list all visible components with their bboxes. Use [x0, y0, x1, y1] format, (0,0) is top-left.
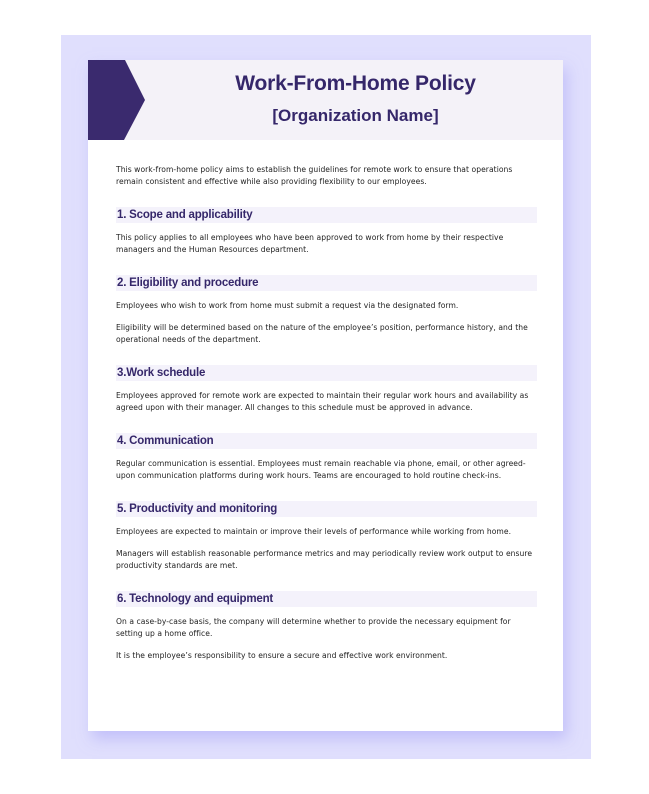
section-paragraph: Regular communication is essential. Employees must remain reachable via phone, email, or other agreed-upon communication platforms during work hours. Teams are encouraged to hold routine check-ins. [116, 459, 526, 480]
section-paragraph: Eligibility will be determined based on the nature of the employee’s position, performance history, and the operational needs of the department. [116, 323, 528, 344]
document-title: Work-From-Home Policy [235, 72, 476, 95]
section-paragraph: It is the employee’s responsibility to ensure a secure and effective work environment. [116, 651, 448, 660]
section-paragraph: On a case-by-case basis, the company will determine whether to provide the necessary equipment for setting up a home office. [116, 617, 511, 638]
section-paragraph: This policy applies to all employees who have been approved to work from home by their respective managers and the Human Resources department. [116, 233, 504, 254]
section-eligibility [116, 275, 537, 346]
section-paragraph: Employees approved for remote work are expected to maintain their regular work hours and availability as agreed upon with their manager. All changes to this schedule must be approved in advance. [116, 391, 529, 412]
section-paragraph: Managers will establish reasonable performance metrics and may periodically review work output to ensure productivity standards are met. [116, 549, 533, 570]
document-header [88, 60, 563, 140]
section-heading: 1. Scope and applicability [116, 207, 537, 223]
organization-name: [Organization Name] [272, 106, 439, 125]
section-technology [116, 591, 537, 662]
document-body [116, 164, 537, 681]
section-heading: 5. Productivity and monitoring [116, 501, 537, 517]
section-heading: 6. Technology and equipment [116, 591, 537, 607]
section-heading: 2. Eligibility and procedure [116, 275, 537, 291]
section-paragraph: Employees are expected to maintain or improve their levels of performance while working from home. [116, 527, 512, 536]
section-heading: 3.Work schedule [116, 365, 537, 381]
section-paragraph: Employees who wish to work from home must submit a request via the designated form. [116, 301, 459, 310]
document-page [88, 60, 563, 731]
section-productivity [116, 501, 537, 572]
intro-paragraph: This work-from-home policy aims to establish the guidelines for remote work to ensure that operations remain consistent and effective while also providing flexibility to our employees. [116, 165, 513, 186]
section-scope [116, 207, 537, 256]
section-communication [116, 433, 537, 482]
section-heading: 4. Communication [116, 433, 537, 449]
section-work-schedule [116, 365, 537, 414]
chevron-banner-icon [88, 60, 146, 140]
